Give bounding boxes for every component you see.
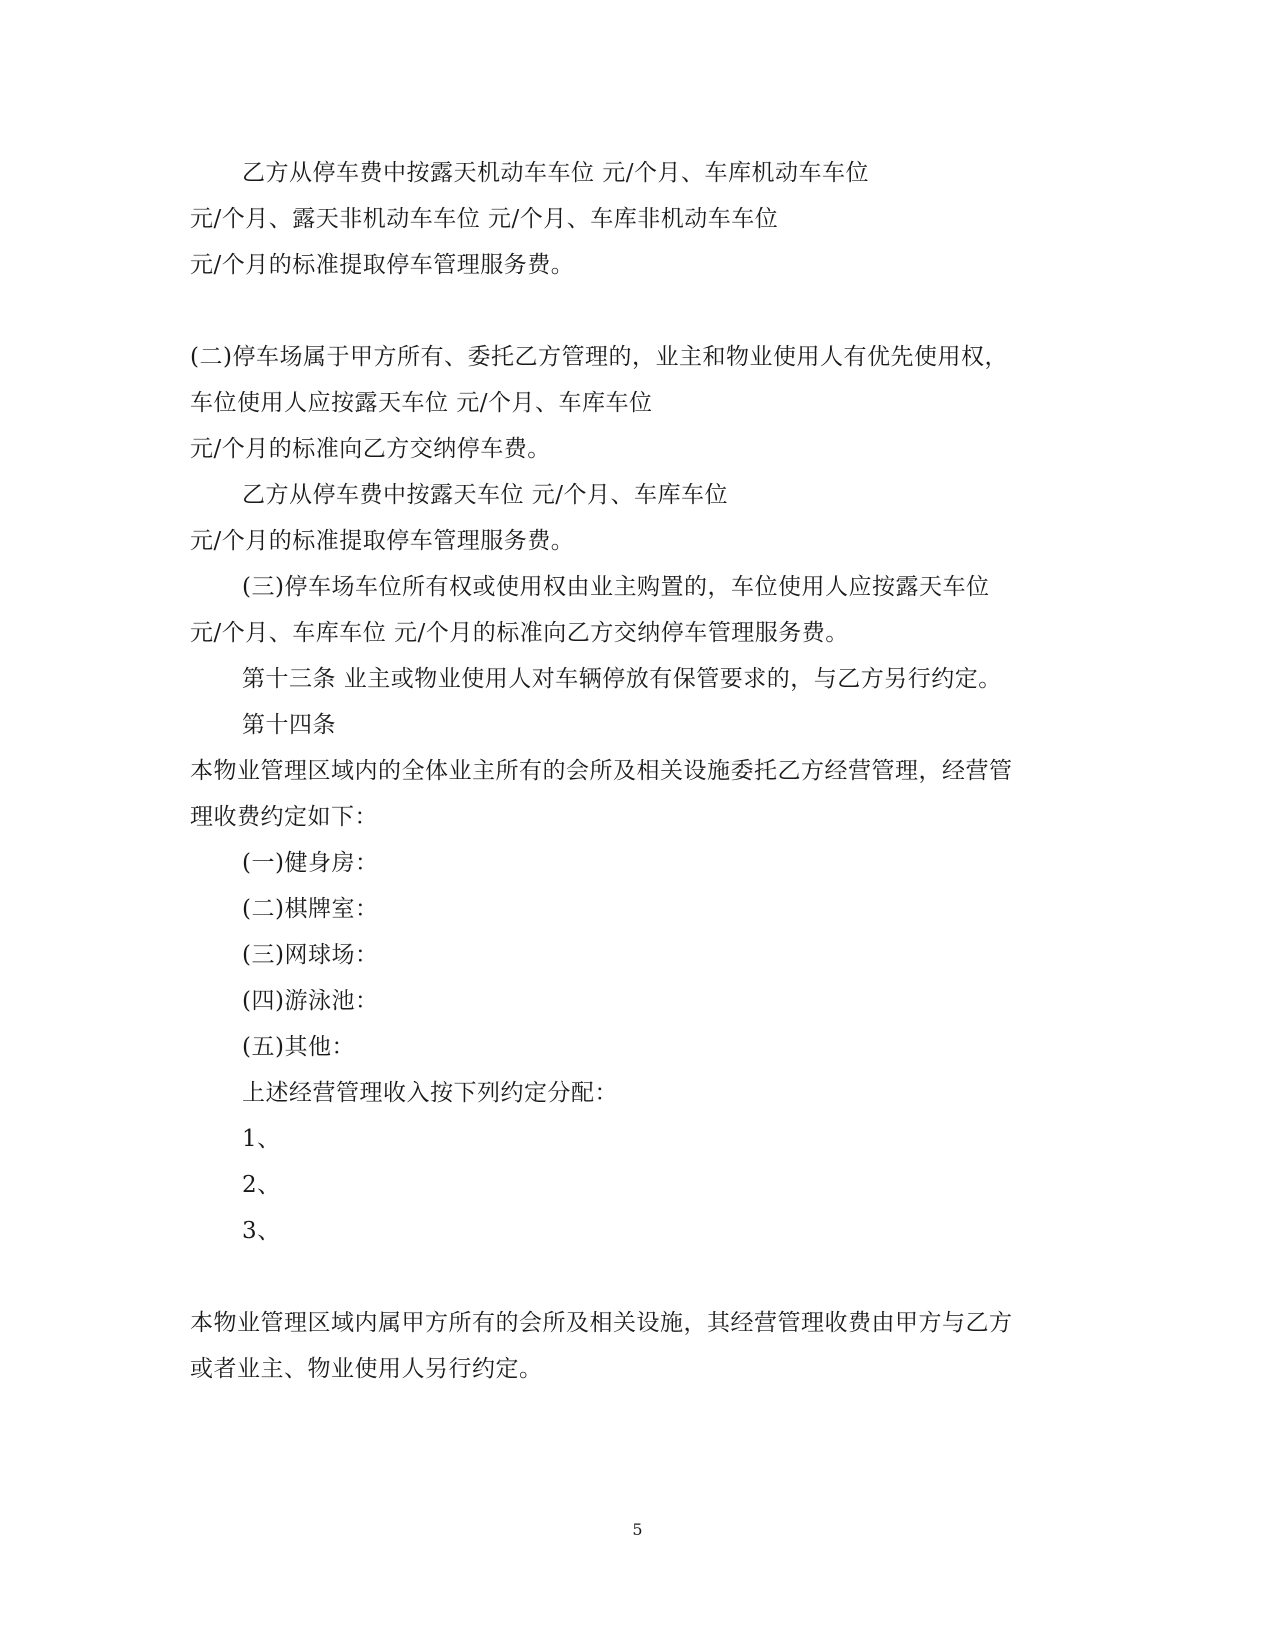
list-item: (二)棋牌室：	[242, 896, 379, 922]
paragraph-line: 本物业管理区域内属甲方所有的会所及相关设施，其经营管理收费由甲方与乙方	[190, 1310, 1013, 1336]
paragraph-line: 或者业主、物业使用人另行约定。	[190, 1356, 543, 1382]
paragraph-line: 乙方从停车费中按露天车位 元/个月、车库车位	[242, 482, 729, 508]
paragraph-line: 元/个月的标准提取停车管理服务费。	[190, 252, 575, 278]
paragraph-line: 元/个月的标准提取停车管理服务费。	[190, 528, 575, 554]
paragraph-line: (三)停车场车位所有权或使用权由业主购置的，车位使用人应按露天车位	[242, 574, 990, 600]
paragraph-line: 乙方从停车费中按露天机动车车位 元/个月、车库机动车车位	[242, 160, 870, 186]
list-item: 3、	[242, 1218, 281, 1244]
paragraph-line: (二)停车场属于甲方所有、委托乙方管理的，业主和物业使用人有优先使用权，	[190, 344, 1008, 370]
article-13: 第十三条 业主或物业使用人对车辆停放有保管要求的，与乙方另行约定。	[242, 666, 1002, 692]
list-item: 2、	[242, 1172, 281, 1198]
list-item: (五)其他：	[242, 1034, 355, 1060]
list-item: (四)游泳池：	[242, 988, 379, 1014]
page-number: 5	[632, 1520, 643, 1539]
paragraph-line: 理收费约定如下：	[190, 804, 378, 830]
list-item: 1、	[242, 1126, 281, 1152]
list-item: (一)健身房：	[242, 850, 379, 876]
paragraph-line: 元/个月、露天非机动车车位 元/个月、车库非机动车车位	[190, 206, 779, 232]
paragraph-line: 车位使用人应按露天车位 元/个月、车库车位	[190, 390, 653, 416]
paragraph-line: 本物业管理区域内的全体业主所有的会所及相关设施委托乙方经营管理，经营管	[190, 758, 1013, 784]
article-14-heading: 第十四条	[242, 712, 336, 738]
paragraph-line: 元/个月的标准向乙方交纳停车费。	[190, 436, 551, 462]
paragraph-line: 上述经营管理收入按下列约定分配：	[242, 1080, 618, 1106]
paragraph-line: 元/个月、车库车位 元/个月的标准向乙方交纳停车管理服务费。	[190, 620, 849, 646]
list-item: (三)网球场：	[242, 942, 379, 968]
